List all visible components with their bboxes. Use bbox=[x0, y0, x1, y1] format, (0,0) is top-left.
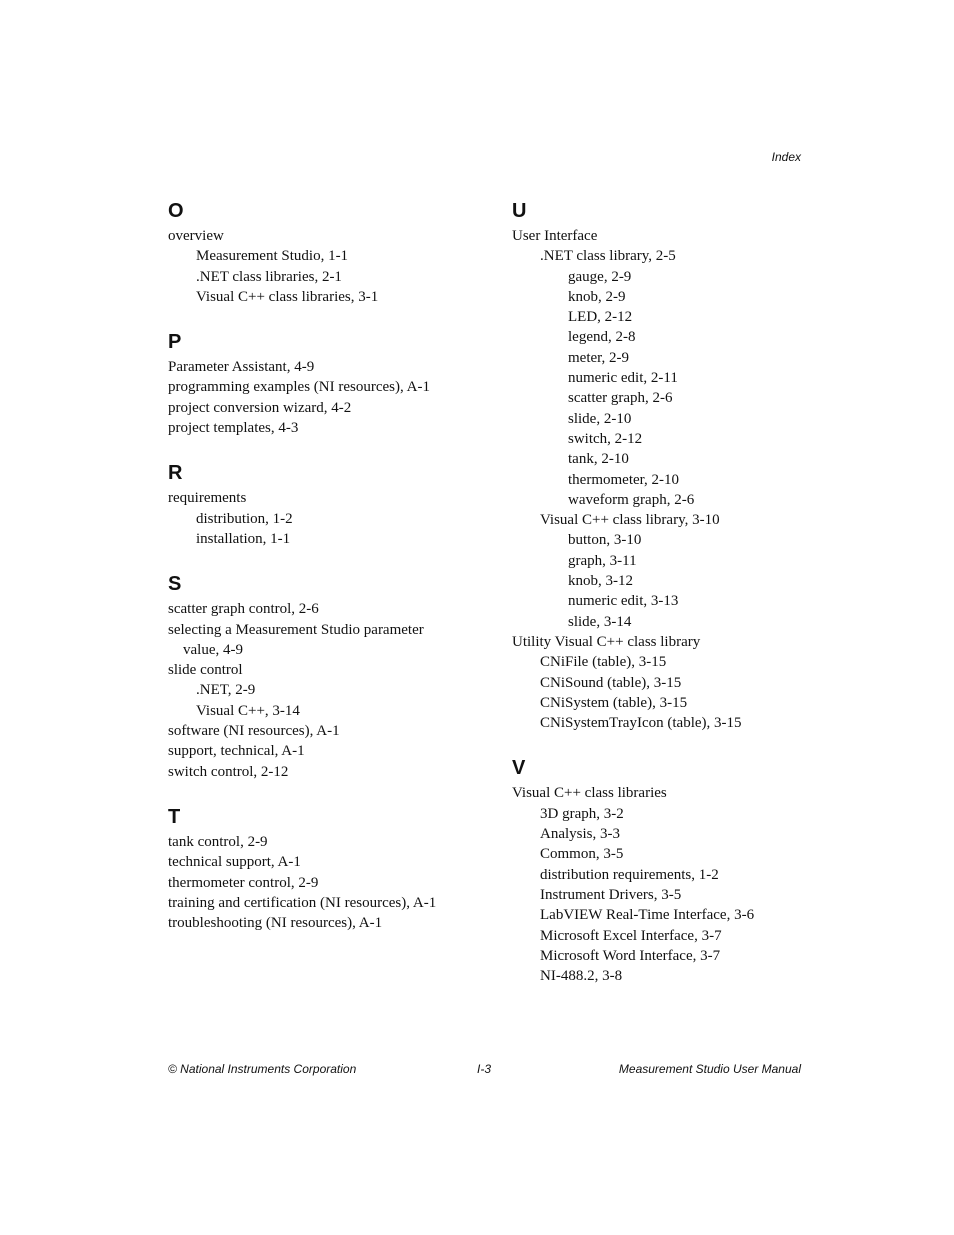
index-entry: slide control bbox=[168, 662, 243, 679]
index-entry: troubleshooting (NI resources), A-1 bbox=[168, 915, 383, 932]
index-section-p bbox=[168, 329, 468, 438]
index-subentry: Common, 3-5 bbox=[540, 846, 624, 863]
section-letter: P bbox=[168, 331, 182, 354]
index-subentry: CNiSystem (table), 3-15 bbox=[540, 694, 688, 711]
index-section-t bbox=[168, 804, 468, 933]
section-letter: T bbox=[168, 805, 181, 828]
index-subentry: installation, 1-1 bbox=[196, 530, 291, 547]
index-subentry: distribution requirements, 1-2 bbox=[540, 866, 719, 883]
index-section-s bbox=[168, 571, 468, 782]
index-entry: programming examples (NI resources), A-1 bbox=[168, 379, 431, 396]
index-subentry: slide, 2-10 bbox=[568, 410, 632, 427]
index-subentry: CNiSystemTrayIcon (table), 3-15 bbox=[540, 715, 742, 732]
index-subentry: knob, 2-9 bbox=[568, 288, 626, 305]
index-column-left bbox=[168, 198, 468, 955]
index-subentry: 3D graph, 3-2 bbox=[540, 805, 624, 822]
section-letter: V bbox=[512, 757, 526, 780]
index-subentry: Visual C++ class libraries, 3-1 bbox=[196, 288, 379, 305]
running-header: Index bbox=[771, 150, 801, 164]
index-subentry: gauge, 2-9 bbox=[568, 268, 632, 285]
index-subentry: numeric edit, 3-13 bbox=[568, 593, 679, 610]
index-entry: Parameter Assistant, 4-9 bbox=[168, 359, 315, 376]
index-subentry: .NET class library, 2-5 bbox=[540, 248, 676, 265]
footer-page-number: I-3 bbox=[477, 1062, 492, 1076]
index-section-u bbox=[512, 198, 802, 733]
index-entry: Utility Visual C++ class library bbox=[512, 633, 701, 650]
footer-manual-title: Measurement Studio User Manual bbox=[618, 1062, 801, 1076]
footer-copyright: © National Instruments Corporation bbox=[168, 1062, 357, 1076]
index-entry: selecting a Measurement Studio parameter bbox=[168, 621, 424, 638]
index-section-v bbox=[512, 755, 802, 986]
index-subentry: Microsoft Word Interface, 3-7 bbox=[540, 947, 721, 964]
index-subentry: .NET, 2-9 bbox=[196, 682, 256, 699]
index-entry: overview bbox=[168, 228, 224, 244]
index-subentry: Visual C++, 3-14 bbox=[196, 702, 300, 719]
index-section-o bbox=[168, 198, 468, 307]
index-subentry: LED, 2-12 bbox=[568, 309, 633, 326]
index-subentry: tank, 2-10 bbox=[568, 451, 629, 468]
section-letter: O bbox=[168, 200, 184, 222]
index-subentry: waveform graph, 2-6 bbox=[568, 491, 695, 508]
index-entry: software (NI resources), A-1 bbox=[168, 723, 340, 740]
index-entry: technical support, A-1 bbox=[168, 854, 301, 871]
index-section-r bbox=[168, 460, 468, 549]
index-entry: switch control, 2-12 bbox=[168, 763, 289, 780]
section-letter: S bbox=[168, 573, 182, 596]
index-entry: training and certification (NI resources), A-1 bbox=[168, 894, 437, 911]
index-subentry: scatter graph, 2-6 bbox=[568, 390, 673, 407]
index-subentry: Instrument Drivers, 3-5 bbox=[540, 886, 682, 903]
index-subentry: meter, 2-9 bbox=[568, 349, 630, 366]
index-entry: project conversion wizard, 4-2 bbox=[168, 399, 352, 416]
index-subentry: knob, 3-12 bbox=[568, 573, 633, 590]
index-subentry: legend, 2-8 bbox=[568, 329, 636, 346]
section-letter: R bbox=[168, 462, 183, 485]
index-entry: thermometer control, 2-9 bbox=[168, 874, 319, 891]
index-subentry: numeric edit, 2-11 bbox=[568, 370, 678, 387]
index-subentry: Microsoft Excel Interface, 3-7 bbox=[540, 927, 722, 944]
index-subentry: Analysis, 3-3 bbox=[540, 826, 620, 843]
index-subentry: thermometer, 2-10 bbox=[568, 471, 680, 488]
index-subentry: slide, 3-14 bbox=[568, 613, 632, 630]
index-entry: Visual C++ class libraries bbox=[512, 785, 667, 802]
index-subentry: distribution, 1-2 bbox=[196, 510, 293, 527]
index-subentry: Visual C++ class library, 3-10 bbox=[540, 512, 720, 529]
section-letter: U bbox=[512, 200, 527, 222]
index-subentry: LabVIEW Real-Time Interface, 3-6 bbox=[540, 907, 755, 924]
index-entry-continuation: value, 4-9 bbox=[183, 641, 243, 658]
index-subentry: Measurement Studio, 1-1 bbox=[196, 248, 349, 265]
index-column-right bbox=[512, 198, 802, 1008]
index-subentry: switch, 2-12 bbox=[568, 430, 643, 447]
index-entry: support, technical, A-1 bbox=[168, 743, 305, 760]
index-subentry: .NET class libraries, 2-1 bbox=[196, 268, 342, 285]
index-entry: requirements bbox=[168, 490, 247, 507]
index-entry: tank control, 2-9 bbox=[168, 833, 268, 850]
index-subentry: CNiFile (table), 3-15 bbox=[540, 654, 667, 671]
index-entry: User Interface bbox=[512, 228, 598, 244]
index-subentry: graph, 3-11 bbox=[568, 552, 637, 569]
index-entry: project templates, 4-3 bbox=[168, 420, 299, 437]
index-subentry: CNiSound (table), 3-15 bbox=[540, 674, 682, 691]
index-subentry: button, 3-10 bbox=[568, 532, 642, 549]
index-subentry: NI-488.2, 3-8 bbox=[540, 968, 623, 985]
index-entry: scatter graph control, 2-6 bbox=[168, 601, 319, 618]
